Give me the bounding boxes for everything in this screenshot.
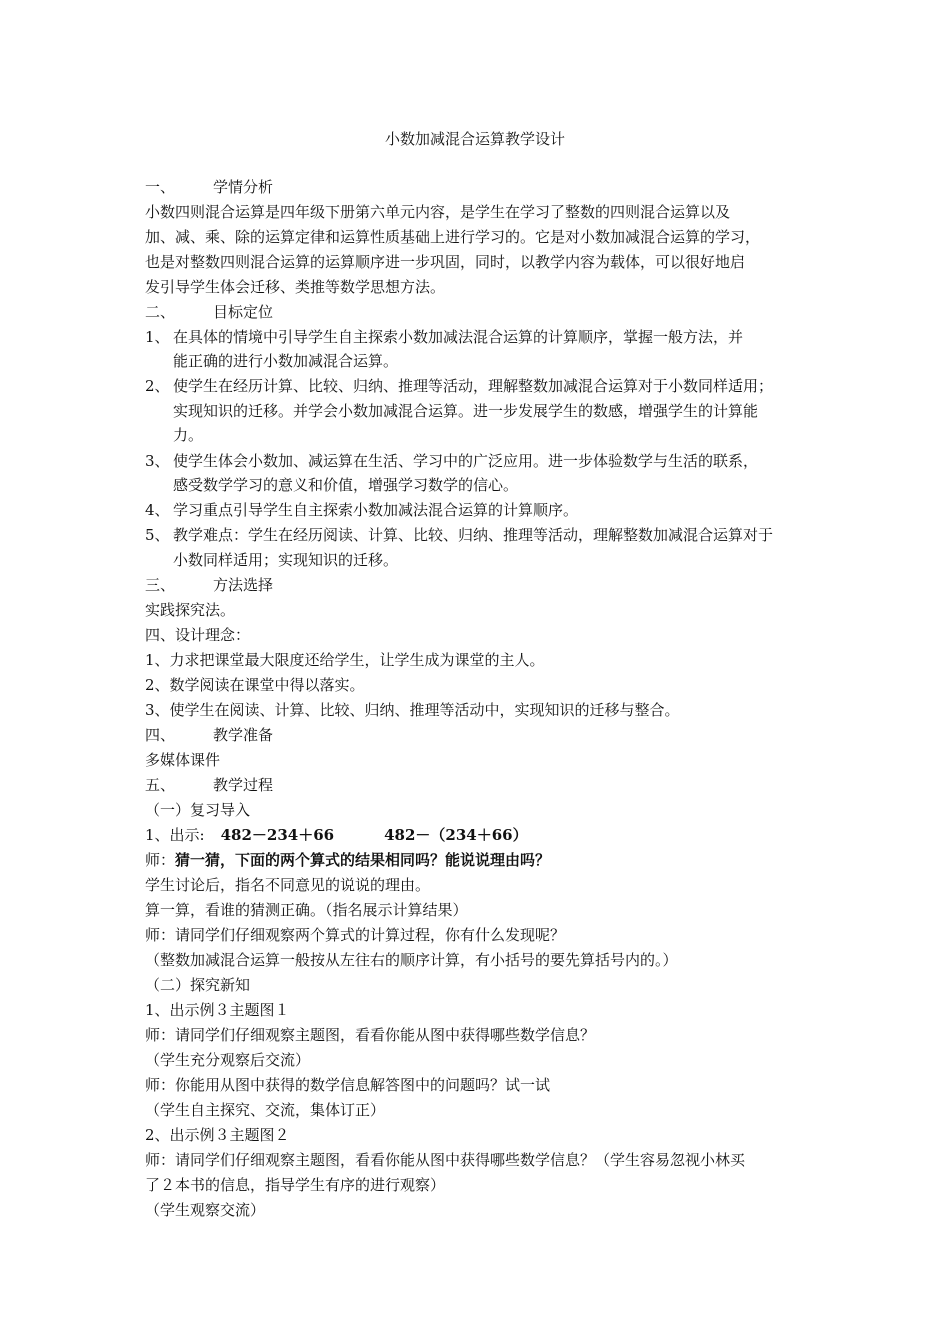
paragraph-line: 实践探究法。 [145,601,236,619]
list-number: 5、 [145,526,170,544]
teacher-question [145,849,550,871]
teacher-prefix: 师： [145,851,176,869]
section-heading-4b [145,724,273,746]
show-prefix: 1、出示: [145,826,205,844]
idea-item-3: 3、使学生在阅读、计算、比较、归纳、推理等活动中，实现知识的迁移与整合。 [145,701,680,719]
section-number: 二、 [145,303,176,321]
section-heading-2 [145,301,273,323]
goal-item-2 [145,375,773,397]
expressions-line [145,824,528,846]
section-label: 教学过程 [213,776,274,794]
list-text: 学习重点引导学生自主探索小数加减法混合运算的计算顺序。 [173,501,579,519]
section-heading-5 [145,774,273,796]
list-number: 1、 [145,328,170,346]
section-label: 方法选择 [213,576,274,594]
expression-1: 482－234＋66 [220,826,335,844]
section-label: 目标定位 [213,303,274,321]
subsection-heading: （一）复习导入 [145,801,251,819]
paragraph-line: 发引导学生体会迁移、类推等数学思想方法。 [145,278,446,296]
section-number: 一、 [145,178,176,196]
list-text: 在具体的情境中引导学生自主探索小数加减法混合运算的计算顺序，掌握一般方法，并 [173,328,744,346]
list-number: 4、 [145,501,170,519]
list-text: 教学难点：学生在经历阅读、计算、比较、归纳、推理等活动，理解整数加减混合运算对于 [173,526,774,544]
list-number: 2、 [145,377,170,395]
list-text: 使学生在经历计算、比较、归纳、推理等活动，理解整数加减混合运算对于小数同样适用； [173,377,774,395]
section-number: 四、 [145,726,176,744]
teacher-question-text: 猜一猜，下面的两个算式的结果相同吗？能说说理由吗？ [175,851,551,869]
section-number: 三、 [145,576,176,594]
list-text-continuation: 小数同样适用；实现知识的迁移。 [173,551,399,569]
section-heading-4a: 四、设计理念： [145,626,251,644]
paragraph-line: 师：请同学们仔细观察主题图，看看你能从图中获得哪些数学信息？（学生容易忽视小林买 [145,1151,746,1169]
goal-item-1 [145,326,743,348]
section-number: 五、 [145,776,176,794]
goal-item-5 [145,524,773,546]
section-heading-1 [145,176,273,198]
subsection-heading: （二）探究新知 [145,976,251,994]
idea-item-2: 2、数学阅读在课堂中得以落实。 [145,676,365,694]
paragraph-line: 学生讨论后，指名不同意见的说说的理由。 [145,876,431,894]
section-heading-3 [145,574,273,596]
expression-2: 482－（234＋66） [384,826,528,844]
paragraph-line: （学生观察交流） [145,1201,266,1219]
paragraph-line: 1、出示例３主题图１ [145,1001,290,1019]
list-text-continuation: 实现知识的迁移。并学会小数加减混合运算。进一步发展学生的数感，增强学生的计算能 [173,402,759,420]
paragraph-line: （学生充分观察后交流） [145,1051,311,1069]
list-text-continuation: 能正确的进行小数加减混合运算。 [173,352,399,370]
paragraph-line: 多媒体课件 [145,751,221,769]
paragraph-line: 师：请同学们仔细观察两个算式的计算过程，你有什么发现呢？ [145,926,566,944]
list-number: 3、 [145,452,170,470]
goal-item-4 [145,499,578,521]
list-text-continuation: 力。 [173,426,204,444]
paragraph-line: 师：你能用从图中获得的数学信息解答图中的问题吗？试一试 [145,1076,551,1094]
paragraph-line: 加、减、乘、除的运算定律和运算性质基础上进行学习的。它是对小数加减混合运算的学习， [145,228,761,246]
section-label: 教学准备 [213,726,274,744]
paragraph-line: 了２本书的信息，指导学生有序的进行观察） [145,1176,446,1194]
list-text: 使学生体会小数加、减运算在生活、学习中的广泛应用。进一步体验数学与生活的联系， [173,452,759,470]
paragraph-line: 也是对整数四则混合运算的运算顺序进一步巩固，同时，以教学内容为载体，可以很好地启 [145,253,746,271]
idea-item-1: 1、力求把课堂最大限度还给学生，让学生成为课堂的主人。 [145,651,545,669]
list-text-continuation: 感受数学学习的意义和价值，增强学习数学的信心。 [173,476,519,494]
paragraph-line: （整数加减混合运算一般按从左往右的顺序计算，有小括号的要先算括号内的。） [145,951,678,969]
paragraph-line: 算一算，看谁的猜测正确。（指名展示计算结果） [145,901,468,919]
paragraph-line: 小数四则混合运算是四年级下册第六单元内容，是学生在学习了整数的四则混合运算以及 [145,203,731,221]
paragraph-line: （学生自主探究、交流，集体订正） [145,1101,386,1119]
paragraph-line: 2、出示例３主题图２ [145,1126,290,1144]
document-title: 小数加减混合运算教学设计 [384,130,565,148]
section-label: 学情分析 [213,178,274,196]
paragraph-line: 师：请同学们仔细观察主题图，看看你能从图中获得哪些数学信息？ [145,1026,596,1044]
goal-item-3 [145,450,758,472]
